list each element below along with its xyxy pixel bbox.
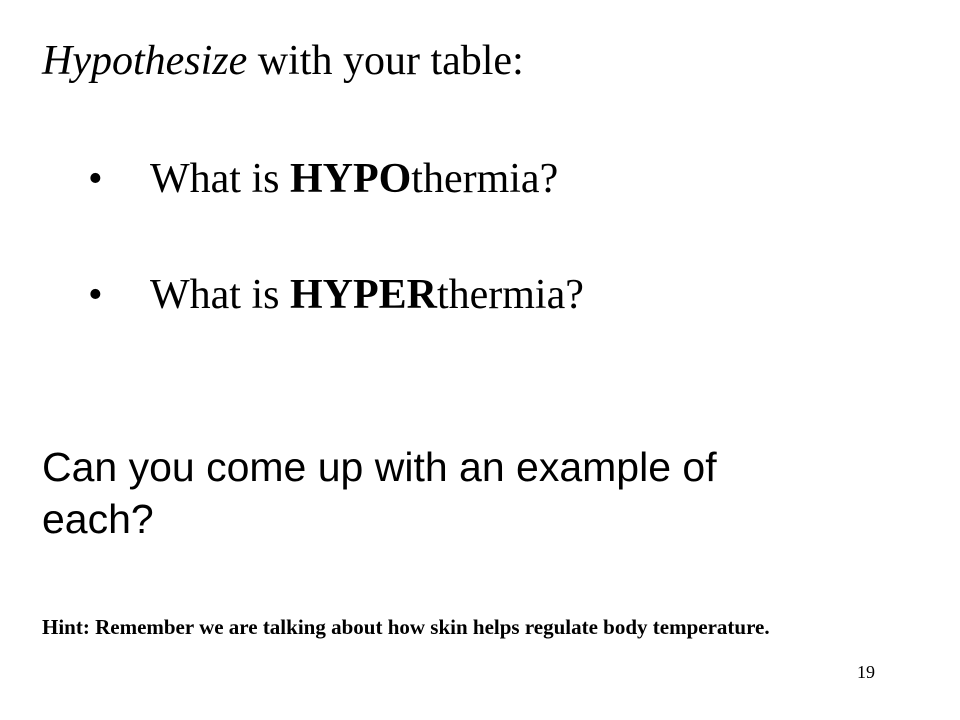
bullet-item-hyperthermia (88, 270, 584, 320)
example-question: Can you come up with an example of each? (42, 444, 717, 542)
heading-emphasis: Hypothesize (42, 38, 248, 84)
bullet-prefix: What is (150, 156, 290, 202)
bullet-prefix: What is (150, 272, 290, 318)
hint-text: Hint: Remember we are talking about how skin helps regulate body temperature. (42, 615, 770, 639)
bullet-suffix: thermia? (436, 272, 584, 318)
page-number: 19 (857, 662, 875, 682)
bullet-bold-term: HYPER (289, 272, 437, 318)
bullet-item-hypothermia (88, 154, 558, 204)
slide-heading (42, 36, 524, 86)
bullet-marker: • (88, 156, 103, 202)
heading-text: with your table: (247, 38, 524, 84)
bullet-suffix: thermia? (411, 156, 559, 202)
bullet-marker: • (88, 272, 103, 318)
bullet-bold-term: HYPO (289, 156, 412, 202)
